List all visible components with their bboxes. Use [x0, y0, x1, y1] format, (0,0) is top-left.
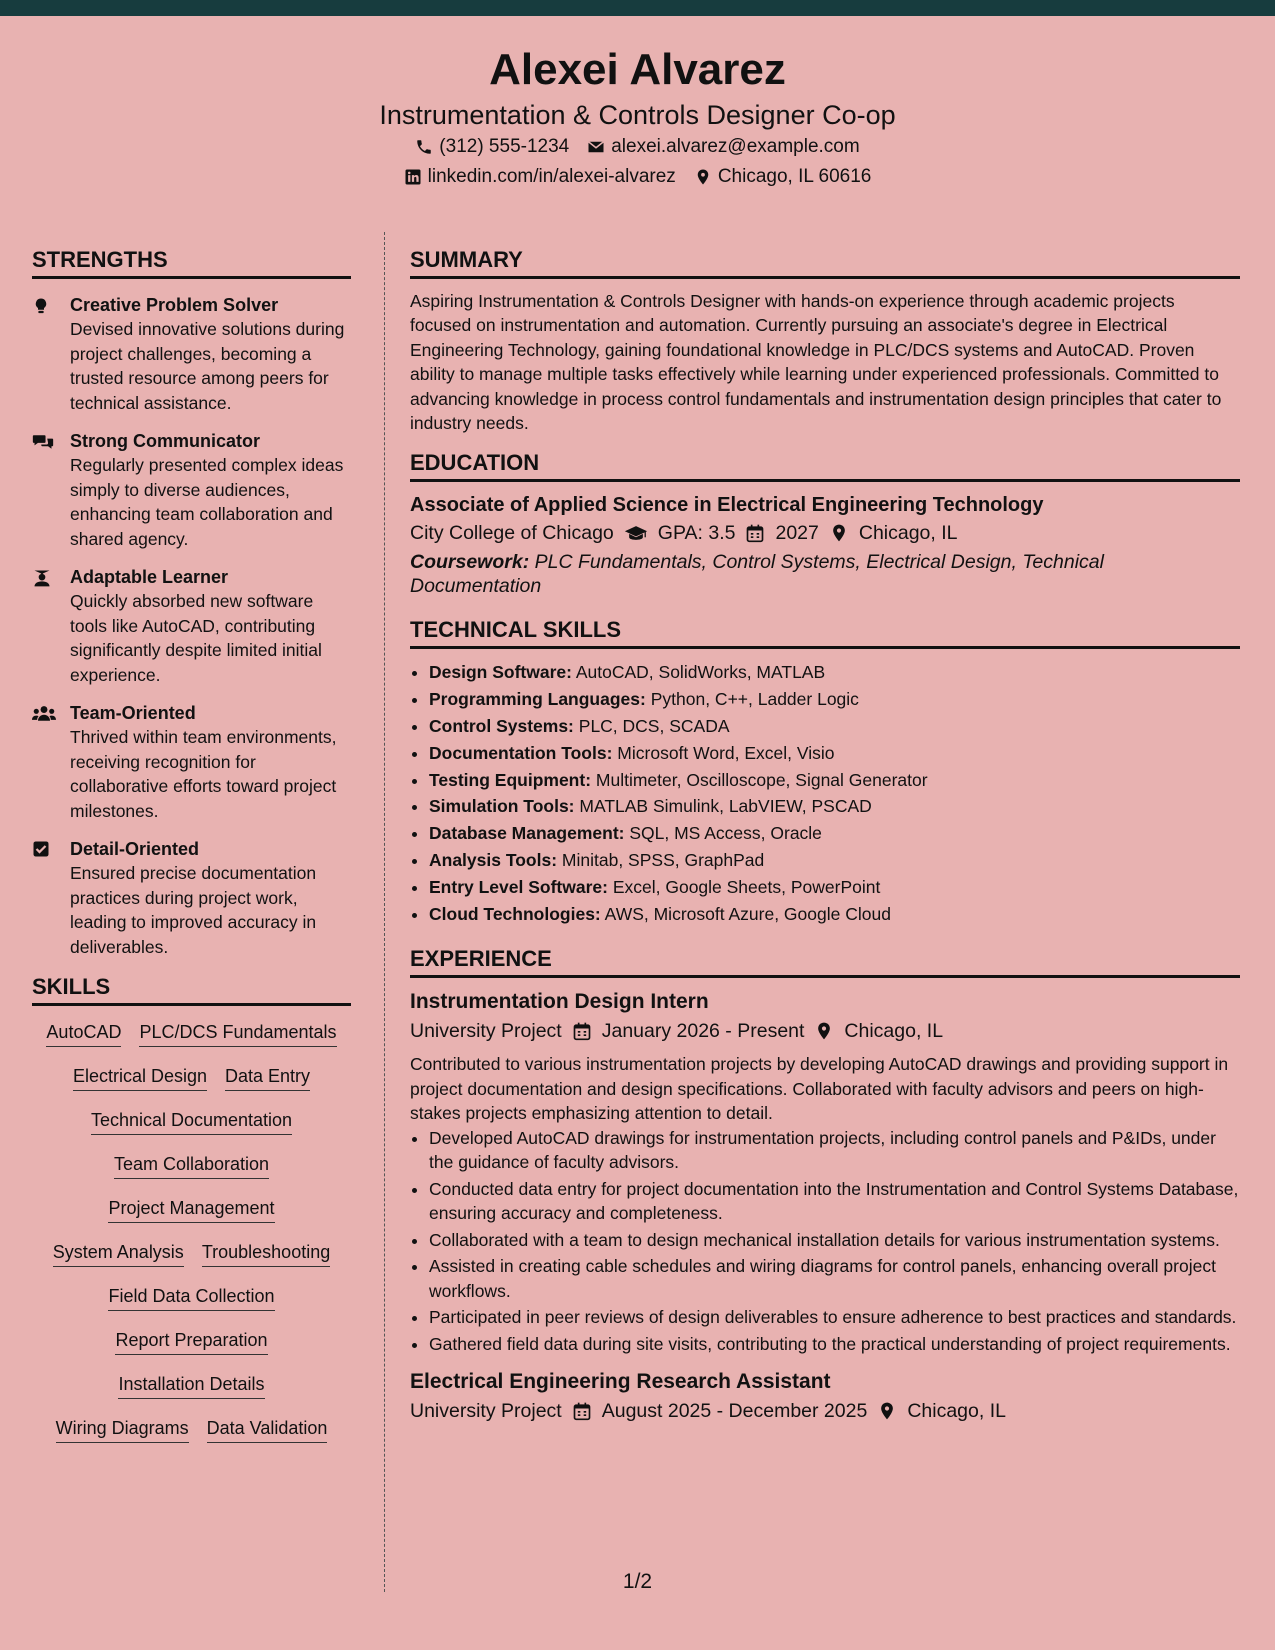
job-location: Chicago, IL: [907, 1400, 1006, 1423]
school-location: Chicago, IL: [858, 522, 958, 545]
map-pin-icon: [814, 1021, 834, 1041]
calendar-icon: [745, 523, 765, 543]
strength-item: [32, 837, 351, 959]
skills-heading: SKILLS: [32, 973, 351, 1006]
email-text[interactable]: alexei.alvarez@example.com: [611, 136, 860, 157]
list-item: • Documentation Tools: Microsoft Word, Excel, Visio: [429, 740, 1240, 767]
users-icon: [32, 704, 56, 722]
graduation-cap-icon: [624, 523, 648, 543]
strength-title: Adaptable Learner: [70, 567, 229, 587]
list-item: • Design Software: AutoCAD, SolidWorks, MATLAB: [429, 659, 1240, 686]
degree-title: Associate of Applied Science in Electrical Engineering Technology: [410, 494, 1044, 517]
job-org: University Project: [410, 1400, 562, 1423]
left-column: [32, 246, 351, 1443]
skill-tag: Data Validation: [207, 1416, 328, 1443]
experience-heading: EXPERIENCE: [410, 945, 1240, 978]
strengths-heading: STRENGTHS: [32, 246, 351, 279]
job-title: Instrumentation Design Intern: [410, 990, 709, 1014]
strength-title: Team-Oriented: [70, 703, 196, 723]
linkedin-icon: [404, 168, 422, 186]
map-pin-icon: [829, 523, 849, 543]
skill-tag: Troubleshooting: [202, 1240, 330, 1267]
technical-skills-list: [410, 659, 1240, 927]
technical-skills-heading: TECHNICAL SKILLS: [410, 616, 1240, 649]
calendar-icon: [572, 1021, 592, 1041]
skill-tag: Installation Details: [118, 1372, 264, 1399]
job-title: Electrical Engineering Research Assistant: [410, 1370, 831, 1394]
strength-title: Strong Communicator: [70, 431, 261, 451]
list-item: • Conducted data entry for project documentation into the Instrumentation and Control Systems Database, ensuring accuracy and completeness.: [429, 1177, 1240, 1226]
coursework-label: Coursework:: [410, 551, 530, 574]
list-item: • Participated in peer reviews of design deliverables to ensure adherence to best practices and standards.: [429, 1305, 1240, 1330]
contact-row-2: [0, 162, 1275, 192]
list-item: • Control Systems: PLC, DCS, SCADA: [429, 713, 1240, 740]
skill-tag: System Analysis: [53, 1240, 184, 1267]
skill-tag: Technical Documentation: [91, 1108, 292, 1135]
coursework-text: PLC Fundamentals, Control Systems, Electrical Design, Technical Documentation: [410, 551, 1104, 598]
list-item: • Testing Equipment: Multimeter, Oscilloscope, Signal Generator: [429, 767, 1240, 794]
page-number: 1/2: [622, 1570, 653, 1593]
map-pin-icon: [694, 168, 712, 186]
list-item: • Simulation Tools: MATLAB Simulink, LabVIEW, PSCAD: [429, 793, 1240, 820]
summary-text: Aspiring Instrumentation & Controls Designer with hands-on experience through academic projects focused on instrumentation and automation. Currently pursuing an associate's degree in Electrical Engineering Technology, gaining foundational knowledge in PLC/DCS systems and AutoCAD. Proven ability to manage multiple tasks effectively while learning under experienced professionals. Committed to advancing knowledge in process control fundamentals and instrumentation design principles that cater to industry needs.: [410, 291, 1222, 434]
calendar-icon: [572, 1401, 592, 1421]
list-item: • Cloud Technologies: AWS, Microsoft Azure, Google Cloud: [429, 901, 1240, 928]
graduate-icon: [32, 568, 52, 588]
location-text: Chicago, IL 60616: [717, 166, 872, 187]
list-item: • Collaborated with a team to design mechanical installation details for various instrumentation systems.: [429, 1228, 1240, 1253]
school-name: City College of Chicago: [410, 522, 614, 545]
job-entry: [410, 1368, 1240, 1426]
top-bar: [0, 0, 1275, 16]
phone-text: (312) 555-1234: [439, 136, 570, 157]
phone-contact: [415, 132, 569, 162]
skill-tag: Data Entry: [225, 1064, 310, 1091]
strength-desc: Devised innovative solutions during project challenges, becoming a trusted resource among peers for technical assistance.: [70, 319, 345, 413]
job-bullets: [410, 1126, 1240, 1357]
envelope-icon: [587, 138, 605, 156]
list-item: • Database Management: SQL, MS Access, Oracle: [429, 820, 1240, 847]
job-title: Instrumentation & Controls Designer Co-op: [379, 100, 896, 130]
education-meta: [410, 518, 1240, 548]
comments-icon: [32, 432, 54, 452]
strength-desc: Thrived within team environments, receiving recognition for collaborative efforts toward project milestones.: [70, 727, 337, 821]
job-meta: [410, 1016, 1240, 1046]
list-item: • Entry Level Software: Excel, Google Sheets, PowerPoint: [429, 874, 1240, 901]
list-item: • Assisted in creating cable schedules and wiring diagrams for control panels, enhancing overall project workflows.: [429, 1254, 1240, 1303]
checkbox-icon: [32, 840, 50, 858]
job-org: University Project: [410, 1020, 562, 1043]
linkedin-contact[interactable]: [404, 162, 676, 192]
job-location: Chicago, IL: [844, 1020, 944, 1043]
skill-tag: Report Preparation: [115, 1328, 267, 1355]
summary-heading: SUMMARY: [410, 246, 1240, 279]
gpa-text: GPA: 3.5: [657, 522, 736, 545]
job-entry: [410, 988, 1240, 1356]
skill-tag: PLC/DCS Fundamentals: [139, 1020, 336, 1047]
job-dates: August 2025 - December 2025: [601, 1400, 868, 1423]
skill-tag: Project Management: [108, 1196, 274, 1223]
list-item: • Programming Languages: Python, C++, Ladder Logic: [429, 686, 1240, 713]
skill-tag: AutoCAD: [46, 1020, 121, 1047]
linkedin-text[interactable]: linkedin.com/in/alexei-alvarez: [427, 166, 676, 187]
graduation-year: 2027: [775, 522, 819, 545]
strength-desc: Quickly absorbed new software tools like AutoCAD, contributing significantly despite limited initial experience.: [70, 591, 322, 685]
skill-tag: Field Data Collection: [108, 1284, 274, 1311]
column-divider: [384, 232, 385, 1592]
phone-icon: [415, 138, 433, 156]
email-contact[interactable]: [587, 132, 859, 162]
map-pin-icon: [877, 1401, 897, 1421]
skill-tag: Team Collaboration: [114, 1152, 269, 1179]
coursework: [410, 550, 1240, 598]
strength-item: [32, 429, 351, 551]
strengths-list: [32, 289, 351, 959]
list-item: • Developed AutoCAD drawings for instrumentation projects, including control panels and P&IDs, under the guidance of faculty advisors.: [429, 1126, 1240, 1175]
strength-item: [32, 293, 351, 415]
strength-title: Detail-Oriented: [70, 839, 200, 859]
lightbulb-icon: [32, 296, 50, 316]
education-heading: EDUCATION: [410, 449, 1240, 482]
strength-desc: Regularly presented complex ideas simply to diverse audiences, enhancing team collaboration and shared agency.: [70, 455, 344, 549]
strength-title: Creative Problem Solver: [70, 295, 279, 315]
skill-tag: Electrical Design: [73, 1064, 207, 1091]
strength-item: [32, 565, 351, 687]
job-description: Contributed to various instrumentation projects by developing AutoCAD drawings and providing support in project documentation and design specifications. Collaborated with faculty advisors and peers on high-stakes projects emphasizing attention to detail.: [410, 1054, 1229, 1124]
job-dates: January 2026 - Present: [601, 1020, 805, 1043]
location-contact: [694, 162, 872, 192]
skill-tag: Wiring Diagrams: [56, 1416, 189, 1443]
contact-row-1: [0, 132, 1275, 162]
strength-desc: Ensured precise documentation practices during project work, leading to improved accuracy in deliverables.: [70, 863, 317, 957]
list-item: • Gathered field data during site visits, contributing to the practical understanding of project requirements.: [429, 1332, 1240, 1357]
strength-item: [32, 701, 351, 823]
skills-list: [32, 1016, 351, 1443]
list-item: • Analysis Tools: Minitab, SPSS, GraphPad: [429, 847, 1240, 874]
resume-header: [0, 16, 1275, 187]
job-meta: [410, 1396, 1240, 1426]
right-column: [410, 246, 1240, 1426]
candidate-name: Alexei Alvarez: [489, 45, 786, 94]
